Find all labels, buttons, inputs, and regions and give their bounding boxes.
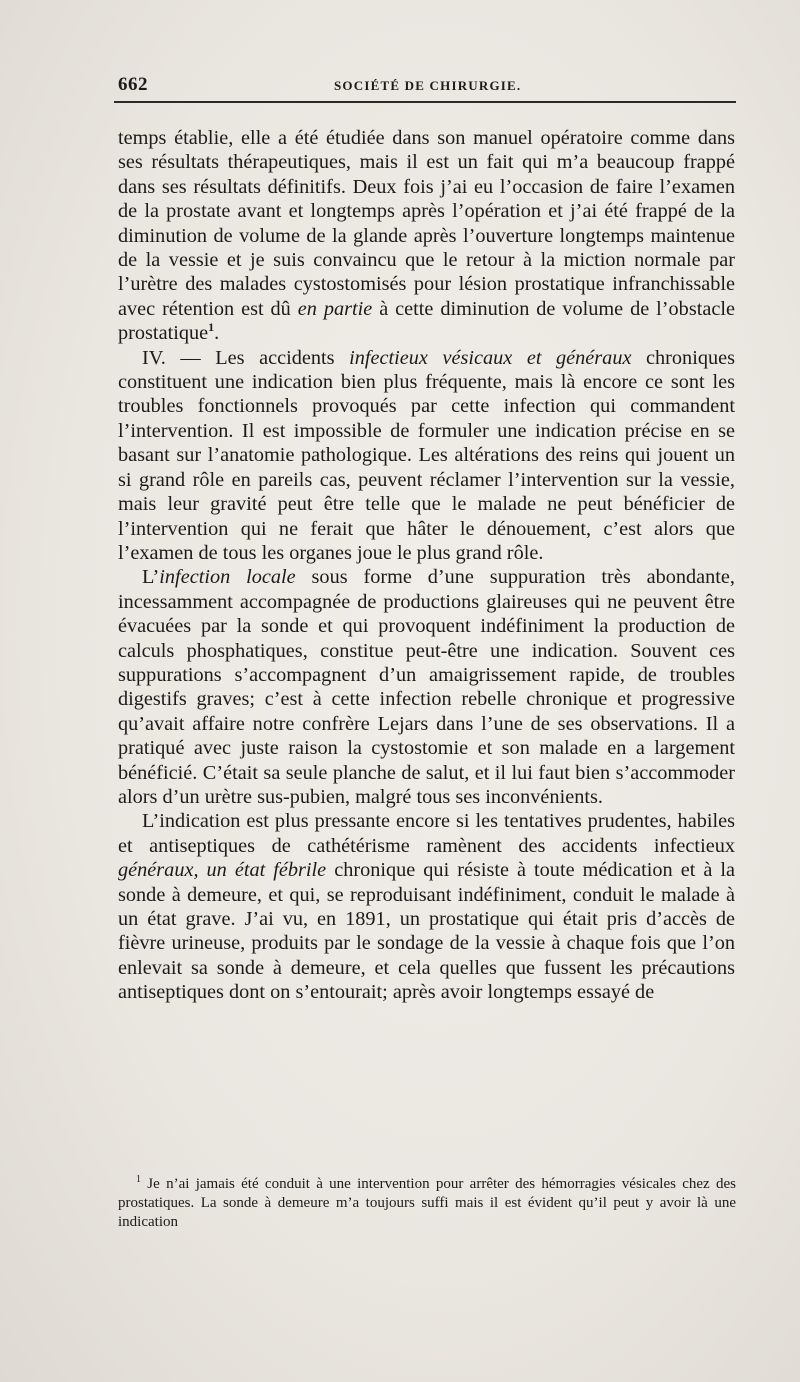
paragraph-2 <box>118 346 735 566</box>
footnote-paragraph <box>118 1175 736 1232</box>
footnote-text: Je n’ai jamais été conduit à une intervention pour arrêter des hémorragies vésicales chez des prostatiques. La sonde à demeure m’a toujours suffi mais il est évident qu’il peut y avoir là une indication <box>118 1176 736 1230</box>
paragraph-3-text-a: L’ <box>142 566 160 589</box>
footnote <box>118 1175 736 1232</box>
paragraph-1-text-c: . <box>214 322 220 345</box>
paragraph-3-emphasis: infection locale <box>159 566 296 589</box>
page-number: 662 <box>118 74 148 95</box>
paragraph-2-text-a: IV. — Les accidents <box>142 346 350 369</box>
page-header <box>118 74 734 102</box>
paragraph-1 <box>118 126 735 346</box>
running-title: SOCIÉTÉ DE CHIRURGIE. <box>334 78 522 93</box>
footnote-reference: 1 <box>208 320 215 335</box>
paragraph-4-text-b: chronique qui résiste à toute médication et à la sonde à demeure, et qui, se reproduisant indéfiniment, conduit le malade à un état grave. J’ai vu, en 1891, un prostatique qui était pris d’accès de fièvre urineuse, produits par le sondage de la vessie à chaque fois que l’on enlevait sa sonde à demeure, et cela quelles que fussent les précautions antiseptiques dont on s’entourait; après avoir longtemps essayé de <box>118 859 735 1004</box>
main-text <box>118 126 735 1005</box>
header-rule <box>114 101 736 103</box>
paragraph-1-text-a: temps établie, elle a été étudiée dans son manuel opératoire comme dans ses résultats thérapeutiques, mais il est un fait qui m’a beaucoup frappé dans ses résultats définitifs. Deux fois j’ai eu l’occasion de faire l’examen de la prostate avant et longtemps après l’opération et j’ai été frappé de la diminution de volume de la glande après l’ouverture longtemps maintenue de la vessie et je suis convaincu que le retour à la miction normale par l’urètre des malades cystostomisés pour lésion prostatique infranchissable avec rétention est dû <box>118 127 735 320</box>
paragraph-4 <box>118 809 735 1004</box>
paragraph-3-text-b: sous forme d’une suppuration très abondante, incessamment accompagnée de productions glaireuses qui ne peuvent être évacuées par la sonde et qui provoquent indéfiniment la production de calculs phosphatiques, constitue peut-être une indication. Souvent ces suppurations s’accompagnent d’un amaigrissement rapide, de troubles digestifs graves; c’est à cette infection rebelle chronique et progressive qu’avait affaire notre confrère Lejars dans l’une de ses observations. Il a pratiqué avec juste raison la cystostomie et son malade en a largement bénéficié. C’était sa seule planche de salut, et il lui faut bien s’accommoder alors d’un urètre sus-pubien, malgré tous ses inconvénients. <box>118 566 735 808</box>
paragraph-1-emphasis: en partie <box>297 297 373 320</box>
paragraph-1-text-b: à cette diminution de volume de l’obstacle prostatique <box>118 297 735 345</box>
paragraph-3 <box>118 565 735 809</box>
paragraph-2-text-b: chroniques constituent une indication bien plus fréquente, mais là encore ce sont les troubles fonctionnels provoqués par cette infection qui commandent l’intervention. Il est impossible de formuler une indication précise en se basant sur l’anatomie pathologique. Les altérations des reins qui jouent un si grand rôle en pareils cas, peuvent réclamer l’intervention sur la vessie, mais leur gravité peut être telle que le malade ne peut bénéficier de l’intervention qui ne ferait que hâter le dénouement, c’est alors que l’examen de tous les organes joue le plus grand rôle. <box>118 346 736 564</box>
paragraph-4-emphasis: généraux, un état fébrile <box>118 859 327 882</box>
paragraph-4-text-a: L’indication est plus pressante encore si les tentatives prudentes, habiles et antiseptiques de cathétérisme ramènent des accidents infectieux <box>118 810 735 857</box>
paragraph-2-emphasis: infectieux vésicaux et généraux <box>349 346 632 369</box>
footnote-mark: 1 <box>136 1174 141 1185</box>
